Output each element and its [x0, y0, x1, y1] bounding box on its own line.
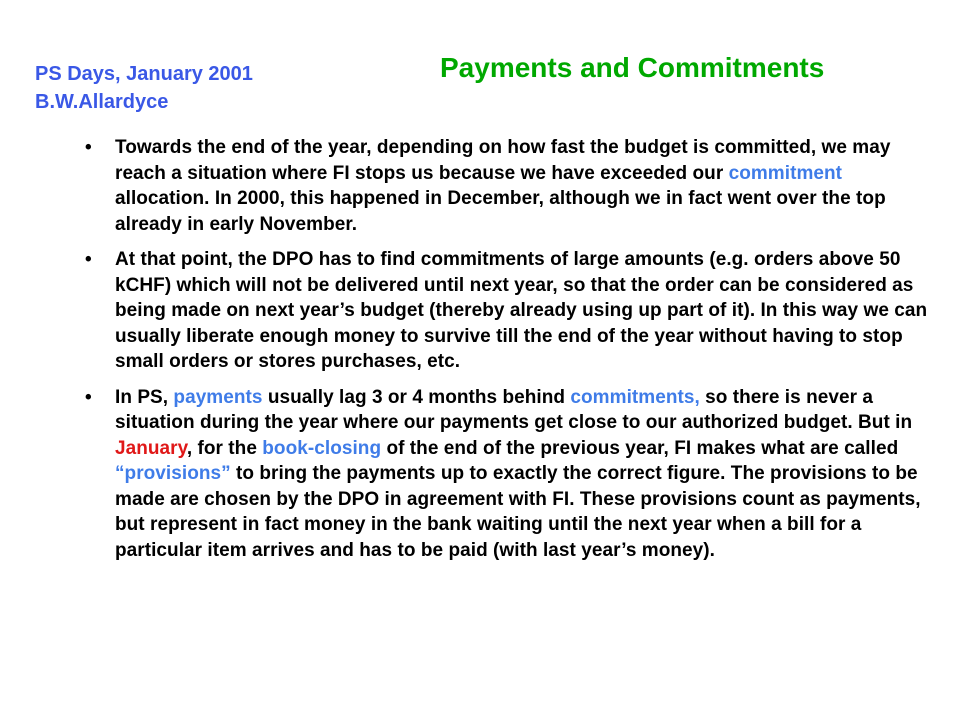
highlight-january: January — [115, 437, 187, 459]
bullet-text: so there is never a situation during the year where our payments get close to our authorized budget. But in — [115, 386, 913, 433]
event-label: PS Days, January 2001 — [35, 63, 253, 85]
bullet-item-dpo — [85, 247, 935, 375]
bullet-text: usually lag 3 or 4 months behind — [262, 386, 571, 408]
highlight-commitment: commitment — [728, 162, 843, 184]
bullet-text: , for the — [186, 437, 263, 459]
bullet-text: Towards the end of the year, depending on how fast the budget is committed, we may reach a situation where FI stops us because we have exceeded our — [115, 137, 891, 184]
bullet-text: In PS, — [115, 386, 174, 408]
highlight-provisions: “provisions” — [115, 463, 231, 484]
bullet-text: of the end of the previous year, FI makes what are called — [381, 437, 899, 459]
bullet-text: allocation. In 2000, this happened in December, although we in fact went over the top already in early November. — [115, 188, 886, 235]
slide-title: Payments and Commitments — [440, 52, 825, 83]
bullet-text: to bring the payments up to exactly the correct figure. The provisions to be made are chosen by the DPO in agreement with FI. These provisions count as payments, but represent in fact money in the bank waiting until the next year when a bill for a particular item arrives and has to be paid (with last year’s money). — [115, 463, 921, 561]
slide-header-meta — [35, 60, 253, 116]
bullet-item-year-end — [85, 135, 935, 237]
bullet-dot: • — [85, 137, 92, 158]
bullet-text: At that point, the DPO has to find commitments of large amounts (e.g. orders above 50 kCHF) which will not be delivered until next year, so that the order can be considered as being made on next year’s budget (thereby already using up part of it). In this way we can usually liberate enough money to survive till the end of the year without having to stop small orders or stores purchases, etc. — [115, 249, 928, 372]
highlight-book-closing: book-closing — [262, 437, 382, 459]
bullet-dot: • — [85, 249, 92, 270]
bullet-dot: • — [85, 386, 92, 408]
highlight-commitments: commitments, — [570, 386, 700, 408]
bullet-item-payments — [85, 385, 935, 564]
highlight-payments: payments — [173, 386, 263, 408]
author-label: B.W.Allardyce — [35, 91, 169, 113]
bullet-list — [85, 135, 935, 573]
